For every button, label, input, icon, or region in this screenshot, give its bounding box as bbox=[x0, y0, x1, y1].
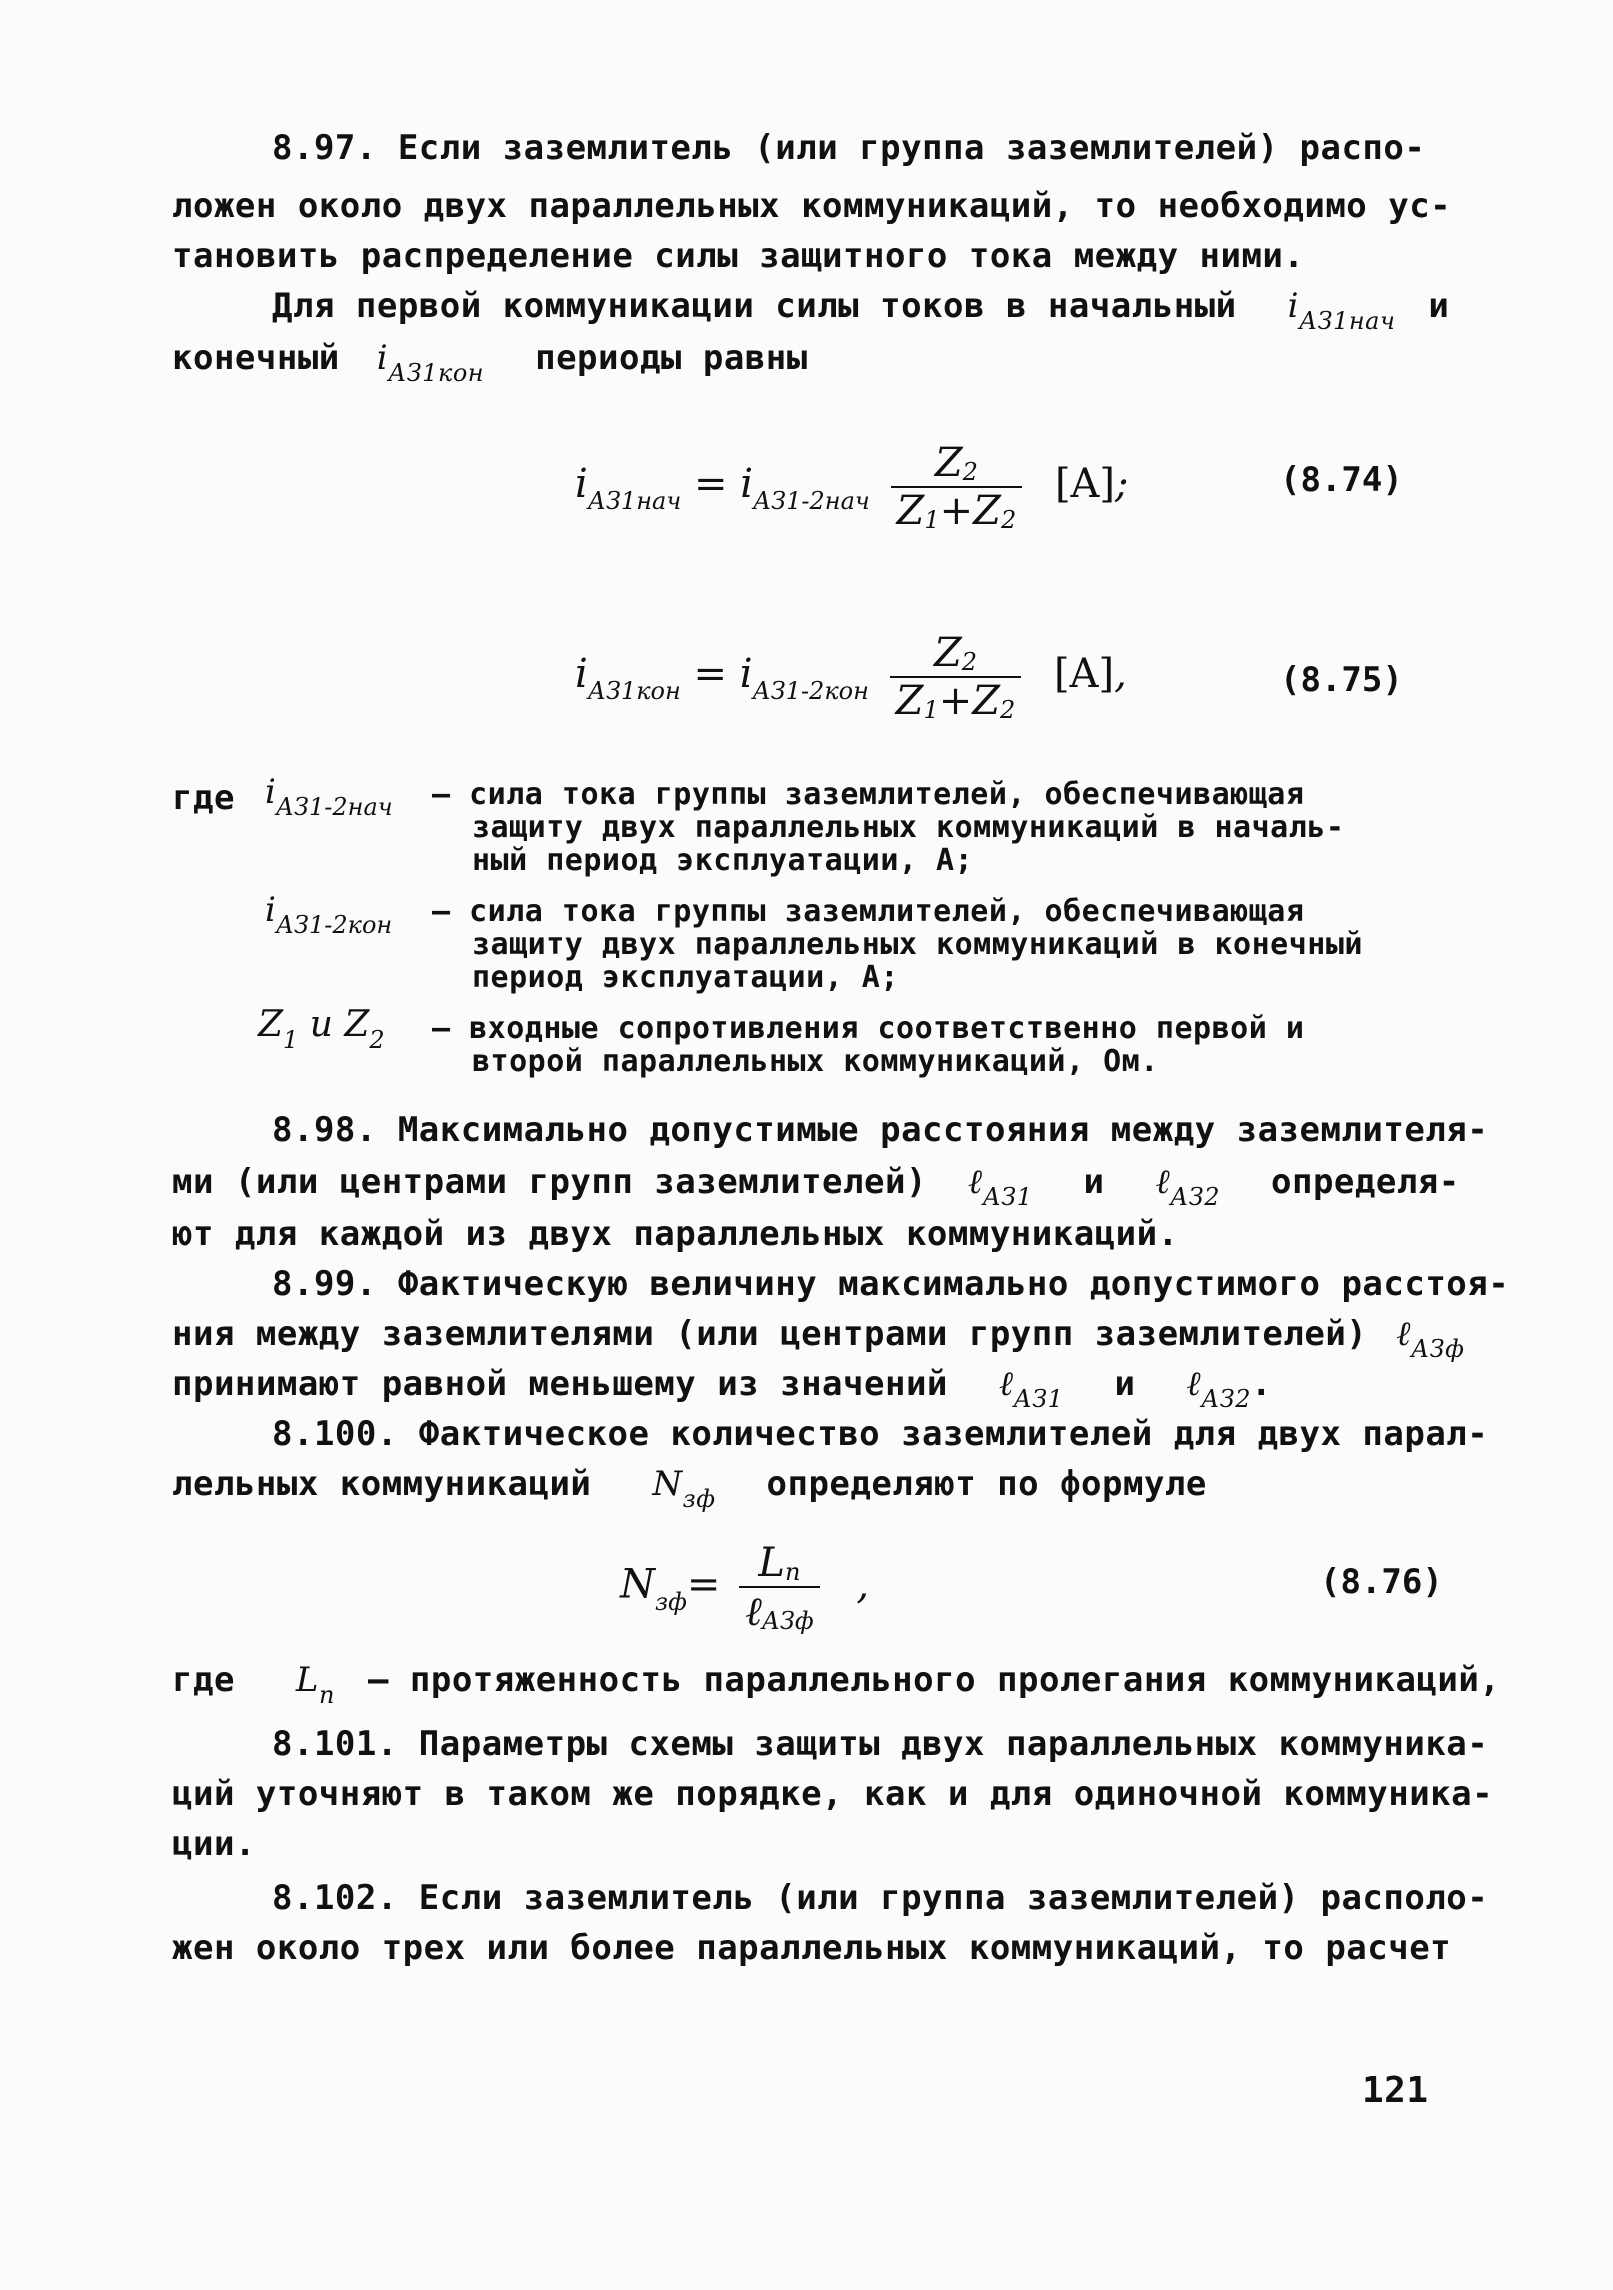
eq-number-8-74: (8.74) bbox=[1280, 460, 1403, 500]
def1-symbol: $i_{АЗ1-2нач}$ bbox=[265, 772, 393, 821]
where-1: где bbox=[172, 778, 235, 818]
formula-8-76: $N_{зф}=$ $\frac{Lп}{\text{ℓАЗф}}$ , bbox=[620, 1540, 870, 1635]
where-2: где $L_п$ – протяженность параллельного пролегания коммуникаций, bbox=[172, 1660, 1501, 1709]
p897-line-3: тановить распределение силы защитного тока между ними. bbox=[172, 236, 1305, 276]
p899-line-2: ния между заземлителями (или центрами групп заземлителей) ℓ$_{АЗф}$ bbox=[172, 1314, 1465, 1363]
p8101-line-2: ций уточняют в таком же порядке, как и для одиночной коммуника- bbox=[172, 1774, 1494, 1814]
p898-line-1: 8.98. Максимально допустимые расстояния между заземлителя- bbox=[272, 1110, 1489, 1150]
i-a3-1kon: $i_{АЗ1кон}$ bbox=[376, 338, 485, 387]
def1: – сила тока группы заземлителей, обеспечивающая защиту двух параллельных коммуникаций в началь- ный период эксплуатации, А; bbox=[432, 777, 1345, 878]
p899-line-3: принимают равной меньшему из значений ℓ$_{АЗ1}$ и ℓ$_{АЗ2}$. bbox=[172, 1364, 1272, 1413]
eq-number-8-75: (8.75) bbox=[1280, 660, 1403, 700]
p897-line-1: 8.97. Если заземлитель (или группа заземлителей) распо- bbox=[272, 128, 1426, 168]
p898-line-2: ми (или центрами групп заземлителей) ℓ$_{АЗ1}$ и ℓ$_{АЗ2}$ определя- bbox=[172, 1162, 1460, 1211]
p898-line-3: ют для каждой из двух параллельных коммуникаций. bbox=[172, 1214, 1179, 1254]
p897b-text: Для первой коммуникации силы токов в начальный bbox=[272, 286, 1237, 326]
def2: – сила тока группы заземлителей, обеспечивающая защиту двух параллельных коммуникаций в конечный период эксплуатации, А; bbox=[432, 894, 1363, 995]
i-a3-1nach: $i_{АЗ1нач}$ bbox=[1287, 286, 1396, 335]
p897b-and: и bbox=[1428, 286, 1450, 326]
p8100-line-2: лельных коммуникаций $N_{зф}$ определяют по формуле bbox=[172, 1464, 1207, 1513]
p8100-line-1: 8.100. Фактическое количество заземлителей для двух парал- bbox=[272, 1414, 1489, 1454]
formula-8-74: $i_{АЗ1нач} = i_{АЗ1-2нач}$ $\frac{Z2}{Z1+Z2}$ [A]; bbox=[575, 440, 1129, 534]
p897-line-2: ложен около двух параллельных коммуникаций, то необходимо ус- bbox=[172, 186, 1452, 226]
p8102-line-1: 8.102. Если заземлитель (или группа заземлителей) располо- bbox=[272, 1878, 1489, 1918]
p897b-line-1 bbox=[272, 286, 1450, 335]
def2-symbol: $i_{АЗ1-2кон}$ bbox=[265, 890, 393, 939]
p8101-line-1: 8.101. Параметры схемы защиты двух параллельных коммуника- bbox=[272, 1724, 1489, 1764]
formula-8-75: $i_{АЗ1кон} = i_{АЗ1-2кон}$ $\frac{Z2}{Z1+Z2}$ [A], bbox=[575, 630, 1127, 724]
def3: – входные сопротивления соответственно первой и второй параллельных коммуникаций, Ом. bbox=[432, 1011, 1305, 1079]
p899-line-1: 8.99. Фактическую величину максимально допустимого расстоя- bbox=[272, 1264, 1510, 1304]
p8102-line-2: жен около трех или более параллельных коммуникаций, то расчет bbox=[172, 1928, 1452, 1968]
eq-number-8-76: (8.76) bbox=[1320, 1562, 1443, 1602]
def3-symbol: $Z_1$ и $Z_2$ bbox=[258, 1004, 385, 1054]
page-number: 121 bbox=[1362, 2070, 1429, 2111]
p8101-line-3: ции. bbox=[172, 1824, 256, 1864]
p897b-line-2: конечный $i_{АЗ1кон}$ периоды равны bbox=[172, 338, 808, 387]
